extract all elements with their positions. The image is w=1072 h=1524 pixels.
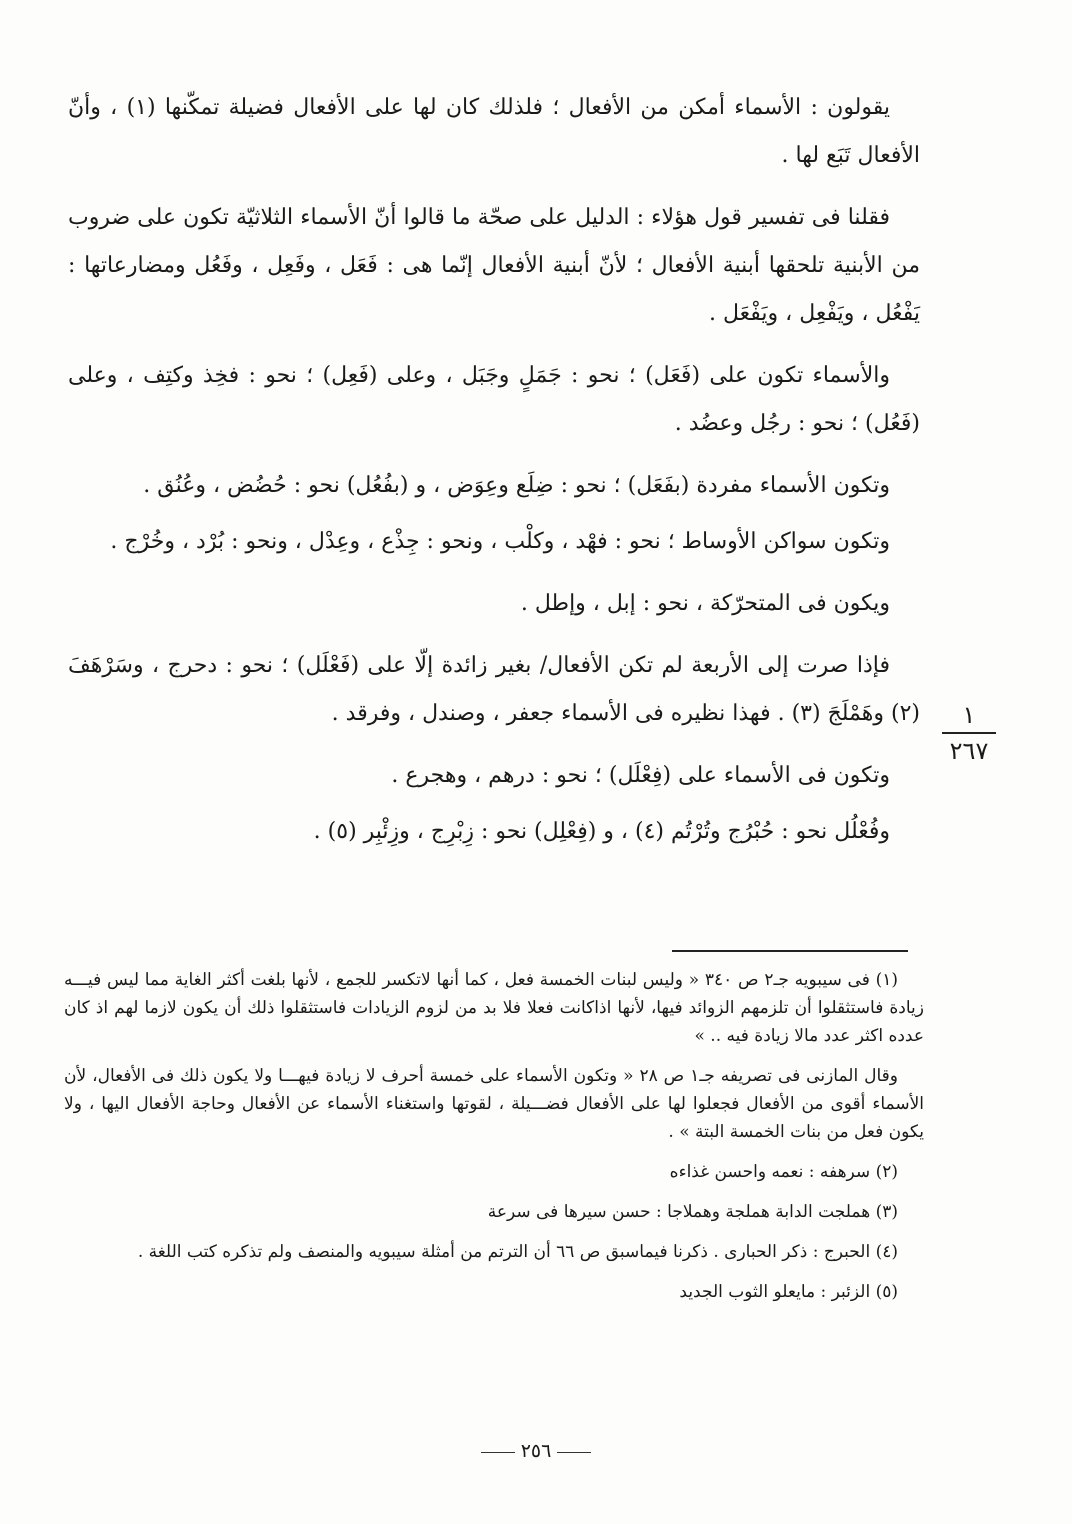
paragraph-5: وتكون سواكن الأوساط ؛ نحو : فهْد ، وكلْب ، ونحو : جِذْع ، وعِدْل ، ونحو : بُرْد ، وخُرْج . <box>110 529 890 554</box>
footnote-2: (٢) سرهفه : نعمه واحسن غذاءه <box>669 1162 898 1182</box>
paragraph-3: والأسماء تكون على (فَعَل) ؛ نحو : جَمَلٍ وجَبَل ، وعلى (فَعِل) ؛ نحو : فخِذ وكتِف ، وعلى (فَعُل) ؛ نحو : رجُل وعضُد . <box>68 363 920 436</box>
footnote-5: (٥) الزئبر : مايعلو الثوب الجديد <box>679 1282 898 1302</box>
paragraph-7: فإذا صرت إلى الأربعة لم تكن الأفعال/ بغير زائدة إلّا على (فَعْلَل) ؛ نحو : دحرج ، وسَرْهَفَ (٢) وهَمْلَجَ (٣) . فهذا نظيره فى الأسماء جعفر ، وصندل ، وفرقد . <box>68 653 920 726</box>
margin-page-reference <box>934 700 1004 766</box>
paragraph-1: يقولون : الأسماء أمكن من الأفعال ؛ فلذلك كان لها على الأفعال فضيلة تمكّنها (١) ، وأنّ الأفعال تَبَع لها . <box>68 95 920 168</box>
margin-ref-volume: ١ <box>962 701 976 729</box>
page-number: ٢٥٦ <box>520 1440 552 1462</box>
footnote-1-continued: وقال المازنى فى تصريفه جـ١ ص ٢٨ « وتكون الأسماء على خمسة أحرف لا زيادة فيهـــا ولا يكون ذلك فى الأفعال، لأن الأسماء أقوى من الأفعال فجعلوا لها على الأفعال فضـــيلة ، لقوتها واستغناء الأسماء عن الأفعال وحاجة الأفعال اليها ، ولا يكون فعل من بنات الخمسة البتة » . <box>64 1066 924 1142</box>
paragraph-9: وفُعْلُل نحو : حُبْرُج وتُرْتُم (٤) ، و (فِعْلِل) نحو : زِبْرِج ، وزِئْبِر (٥) . <box>313 819 890 844</box>
dash-right <box>557 1452 591 1453</box>
footnote-4: (٤) الحبرج : ذكر الحبارى . ذكرنا فيماسبق ص ٦٦ أن الترتم من أمثلة سيبويه والمنصف ولم تذكره كتب اللغة . <box>137 1242 898 1262</box>
footnotes <box>64 966 924 1318</box>
footnote-1: (١) فى سيبويه جـ٢ ص ٣٤٠ « وليس لبنات الخمسة فعل ، كما أنها لاتكسر للجمع ، لأنها بلغت أكثر الغاية مما ليس فيـــه زيادة فاستثقلوا أن تلزمهم الزوائد فيها، لأنها اذاكانت فعلا فلا بد من لزوم الزيادات فاستثقلوا ذلك أن يكون لازما لهم اذ كان عدده اكثر عدد مالا زيادة فيه .. » <box>64 970 924 1046</box>
paragraph-2: فقلنا فى تفسير قول هؤلاء : الدليل على صحّة ما قالوا أنّ الأسماء الثلاثيّة تكون على ضروب من الأبنية تلحقها أبنية الأفعال ؛ لأنّ أبنية الأفعال إنّما هى : فَعَل ، وفَعِل ، وفَعُل ومضارعاتها : يَفْعُل ، ويَفْعِل ، ويَفْعَل . <box>68 205 920 326</box>
footnote-separator <box>672 950 908 952</box>
paragraph-6: ويكون فى المتحرّكة ، نحو : إبل ، وإطل . <box>520 591 890 616</box>
margin-ref-page: ٢٦٧ <box>949 737 989 765</box>
footnote-3: (٣) هملجت الدابة هملجة وهملاجا : حسن سيرها فى سرعة <box>487 1202 898 1222</box>
dash-left <box>481 1452 515 1453</box>
main-text <box>68 84 920 870</box>
paragraph-8: وتكون فى الأسماء على (فِعْلَل) ؛ نحو : درهم ، وهجرع . <box>391 763 890 788</box>
margin-ref-rule <box>942 732 996 734</box>
page-number-footer <box>0 1440 1072 1462</box>
paragraph-4: وتكون الأسماء مفردة (بفَعَل) ؛ نحو : ضِلَع وعِوَض ، و (بفُعُل) نحو : حُضُض ، وعُنُق . <box>143 473 890 498</box>
